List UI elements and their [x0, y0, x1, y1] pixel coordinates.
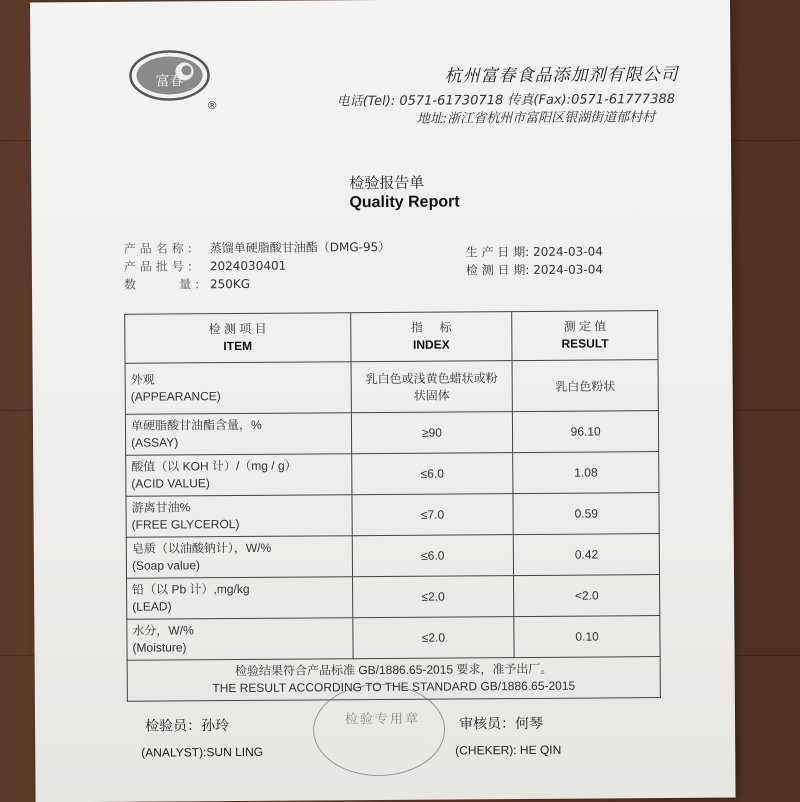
table-row — [127, 575, 660, 620]
header-index: 指 标 INDEX — [350, 312, 512, 362]
product-name-value: 蒸馏单硬脂酸甘油酯（DMG-95） — [209, 239, 391, 256]
production-date-label: 生 产 日 期: — [465, 244, 530, 260]
index-cell: ≤2.0 — [352, 617, 514, 659]
table-row — [127, 616, 660, 661]
product-name-row — [124, 238, 391, 257]
result-cell: 0.10 — [514, 616, 660, 658]
checker-cn: 审核员：何琴 — [459, 715, 544, 733]
index-cell: ≤7.0 — [352, 494, 514, 536]
analyst-en: (ANALYST):SUN LING — [141, 744, 264, 760]
result-cell: 96.10 — [513, 411, 659, 453]
report-title-cn: 检验报告单 — [349, 173, 425, 193]
index-cell: 乳白色或浅黄色蜡状或粉状固体 — [351, 361, 513, 413]
batch-value: 2024030401 — [209, 258, 287, 274]
analyst-cn: 检验员：孙玲 — [145, 718, 230, 735]
index-cell: ≤6.0 — [351, 453, 513, 495]
quality-table — [124, 310, 661, 702]
quantity-value: 250KG — [209, 276, 251, 292]
production-date-value: 2024-03-04 — [533, 244, 603, 259]
test-date-value: 2024-03-04 — [533, 262, 604, 277]
item-cell: 皂质（以油酸钠计），W/% (Soap value) — [126, 536, 352, 579]
conclusion-en: THE RESULT ACCORDING TO THE STANDARD GB/1886.65-2015 — [212, 678, 576, 696]
checker-en: (CHEKER): HE QIN — [455, 742, 562, 758]
report-title-en: Quality Report — [349, 193, 460, 212]
quantity-label: 数 量: — [123, 277, 204, 292]
production-date-row — [466, 242, 603, 260]
stamp-text: 检验专用章 — [344, 711, 421, 728]
header-item: 检 测 项 目 ITEM — [125, 313, 351, 364]
test-date-row — [466, 260, 603, 278]
item-cell: 铅（以 Pb 计）,mg/kg (LEAD) — [127, 577, 353, 620]
batch-row — [124, 257, 286, 275]
company-address: 地址:浙江省杭州市富阳区银湖街道郁村村 — [416, 110, 656, 127]
item-cell: 游离甘油% (FREE GLYCEROL) — [126, 495, 352, 538]
inspection-stamp — [313, 684, 446, 777]
table-header-row — [125, 311, 658, 364]
item-cell: 外观 (APPEARANCE) — [125, 362, 351, 415]
table-row — [126, 534, 659, 579]
company-contact: 电话(Tel): 0571-61730718 传真(Fax):0571-61777388 — [336, 91, 676, 110]
logo-text: 富春 — [155, 73, 184, 90]
result-cell: 0.59 — [513, 493, 659, 535]
index-cell: ≥90 — [351, 412, 513, 454]
table-row — [125, 360, 658, 415]
company-name: 杭州富春食品添加剂有限公司 — [444, 64, 679, 87]
result-cell: 0.42 — [514, 534, 660, 576]
batch-label: 产品批号: — [123, 259, 196, 274]
table-row — [125, 411, 658, 456]
item-cell: 单硬脂酸甘油酯含量，% (ASSAY) — [125, 413, 351, 456]
index-cell: ≤2.0 — [352, 576, 514, 618]
index-cell: ≤6.0 — [352, 535, 514, 577]
header-result: 测 定 值 RESULT — [512, 311, 658, 361]
registered-mark-icon: ® — [206, 99, 218, 113]
result-cell: 乳白色粉状 — [512, 360, 658, 412]
quantity-row — [124, 275, 250, 293]
test-date-label: 检 测 日 期: — [465, 262, 530, 278]
quality-report-sheet — [30, 0, 736, 802]
table-row — [126, 452, 659, 497]
product-name-label: 产品名称: — [123, 241, 196, 256]
item-cell: 水分，W/% (Moisture) — [127, 618, 353, 661]
result-cell: 1.08 — [513, 452, 659, 494]
conclusion-cn: 检验结果符合产品标准 GB/1886.65-2015 要求，准予出厂。 — [234, 661, 553, 679]
company-logo — [128, 49, 210, 102]
table-row — [126, 493, 659, 538]
item-cell: 酸值（以 KOH 计）/（mg / g） (ACID VALUE) — [126, 454, 352, 497]
result-cell: <2.0 — [514, 575, 660, 617]
